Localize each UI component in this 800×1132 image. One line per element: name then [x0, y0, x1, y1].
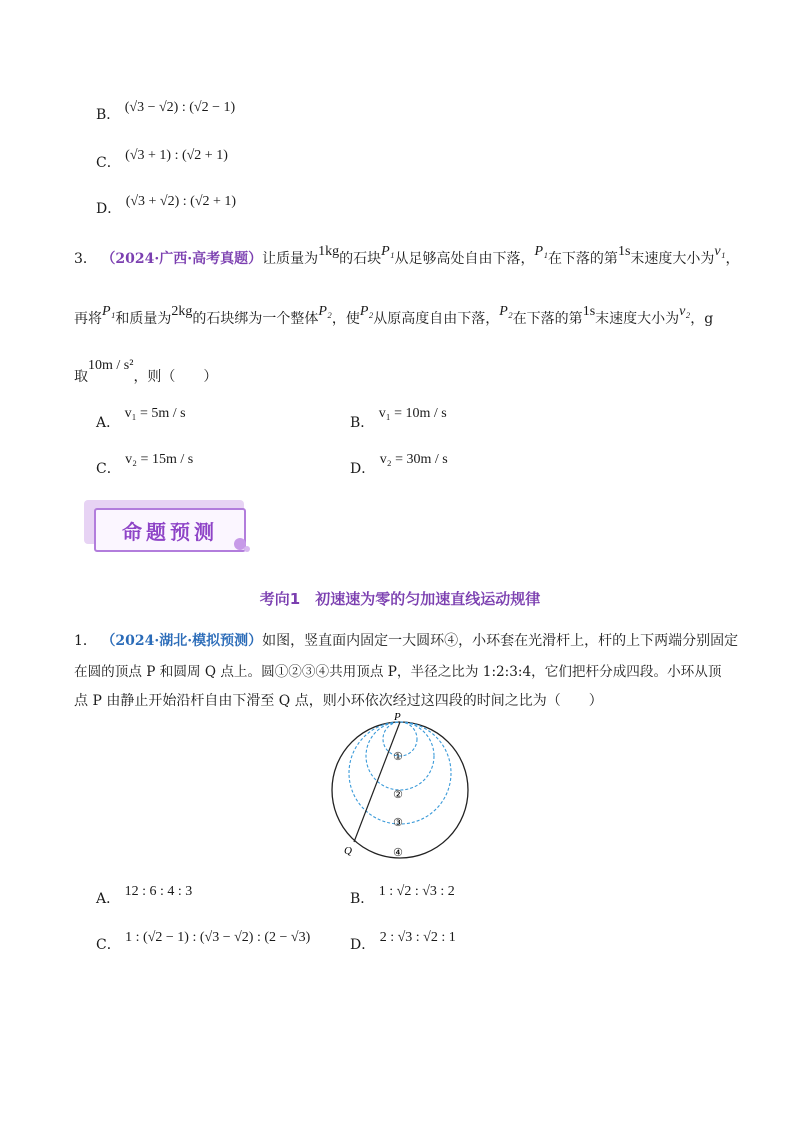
point-q: Q — [344, 845, 352, 857]
q3-text: ，g — [690, 311, 714, 327]
q3-option-c[interactable] — [96, 452, 194, 478]
mass1: 1kg — [318, 244, 340, 259]
option-math: v₂ = 15m / s — [125, 452, 194, 467]
option-math: (√3 − √2) : (√2 − 1) — [124, 100, 236, 115]
q1-option-c[interactable] — [96, 930, 311, 954]
option-label: A． — [96, 415, 121, 431]
q1-number: 1． — [74, 633, 97, 649]
q3-text: 和质量为 — [115, 311, 172, 327]
q1-option-b[interactable] — [350, 884, 455, 908]
q3-text: 在下落的第 — [512, 311, 583, 327]
q3-option-b[interactable] — [350, 406, 447, 432]
q1-text: 点 P 由静止开始沿杆自由下滑至 Q 点，则小环依次经过这四段的时间之比为（ ） — [74, 693, 603, 709]
point-p: P — [394, 711, 401, 723]
p2: P₂ — [359, 304, 374, 319]
option-math: 1 : (√2 − 1) : (√3 − √2) : (2 − √3) — [125, 930, 311, 945]
option-math: v₁ = 10m / s — [378, 406, 447, 421]
option-label: D． — [96, 201, 122, 217]
q1-line1 — [74, 630, 738, 650]
circles-figure — [320, 708, 480, 868]
p1: P₁ — [381, 244, 395, 259]
q1-option-d[interactable] — [350, 930, 456, 954]
v2: v₂ — [679, 304, 691, 319]
q3-line3 — [74, 358, 218, 386]
option-math: v₁ = 5m / s — [124, 406, 186, 421]
v1: v₁ — [714, 244, 726, 259]
label-circle-4: ④ — [393, 846, 403, 859]
option-math: 1 : √2 : √3 : 2 — [378, 884, 455, 899]
q3-text: 从原高度自由下落， — [373, 311, 500, 327]
option-d-prev[interactable] — [96, 194, 237, 218]
q3-text: 让质量为 — [262, 251, 319, 267]
q3-text: ，使 — [331, 311, 360, 327]
q3-text: 在下落的第 — [547, 251, 618, 267]
q3-text: 的石块 — [339, 251, 382, 267]
option-label: D． — [350, 937, 376, 953]
option-c-prev[interactable] — [96, 148, 228, 172]
option-math: 12 : 6 : 4 : 3 — [124, 884, 193, 899]
p1: P₁ — [102, 304, 116, 319]
q3-text: 末速度大小为 — [595, 311, 680, 327]
option-label: D． — [350, 461, 376, 477]
option-math: (√3 + √2) : (√2 + 1) — [125, 194, 237, 209]
q3-text: ，则（ ） — [133, 369, 218, 385]
option-label: B． — [350, 415, 375, 431]
q1-text: 在圆的顶点 P 和圆周 Q 点上。圆①②③④共用顶点 P，半径之比为 1:2:3:4，它们把杆分成四段。小环从顶 — [74, 664, 722, 680]
p2: P₂ — [499, 304, 513, 319]
option-label: B． — [96, 107, 121, 123]
t1: 1s — [617, 244, 631, 259]
q3-line1 — [74, 244, 740, 268]
mass2: 2kg — [171, 304, 193, 319]
t1: 1s — [582, 304, 596, 319]
g-value: 10m / s² — [88, 358, 134, 373]
banner-dot-small — [244, 546, 250, 552]
q1-line3 — [74, 690, 603, 710]
q3-text: 末速度大小为 — [630, 251, 715, 267]
p1: P₁ — [534, 244, 548, 259]
option-math: 2 : √3 : √2 : 1 — [379, 930, 456, 945]
q3-line2 — [74, 304, 714, 328]
q1-text: 如图，竖直面内固定一大圆环④，小环套在光滑杆上，杆的上下两端分别固定 — [262, 633, 739, 649]
q3-text: 取 — [74, 369, 88, 385]
option-b-prev[interactable] — [96, 100, 236, 124]
option-label: A． — [96, 891, 121, 907]
q3-text: ， — [725, 251, 740, 267]
q1-line2 — [74, 660, 721, 680]
q1-option-a[interactable] — [96, 884, 193, 908]
q1-source: （2024·湖北·模拟预测） — [101, 633, 263, 649]
circle-3 — [349, 722, 451, 824]
banner-frame — [94, 508, 246, 552]
option-label: C． — [96, 155, 121, 171]
q3-text: 再将 — [74, 311, 102, 327]
option-label: C． — [96, 461, 121, 477]
option-label: B． — [350, 891, 375, 907]
section-title: 考向1 初速速为零的匀加速直线运动规律 — [259, 590, 541, 608]
option-math: v₂ = 30m / s — [379, 452, 448, 467]
section-banner — [84, 500, 256, 554]
q3-text: 从足够高处自由下落， — [394, 251, 535, 267]
label-circle-2: ② — [393, 788, 403, 801]
label-circle-1: ① — [393, 750, 403, 763]
q3-source: （2024·广西·高考真题） — [101, 251, 263, 267]
q3-option-d[interactable] — [350, 452, 448, 478]
p2: P₂ — [318, 304, 332, 319]
option-label: C． — [96, 937, 121, 953]
q3-text: 的石块绑为一个整体 — [192, 311, 319, 327]
q3-number: 3． — [74, 251, 97, 267]
label-circle-3: ③ — [393, 816, 403, 829]
option-math: (√3 + 1) : (√2 + 1) — [125, 148, 228, 163]
q3-option-a[interactable] — [96, 406, 186, 432]
banner-text: 命题预测 — [122, 519, 218, 544]
